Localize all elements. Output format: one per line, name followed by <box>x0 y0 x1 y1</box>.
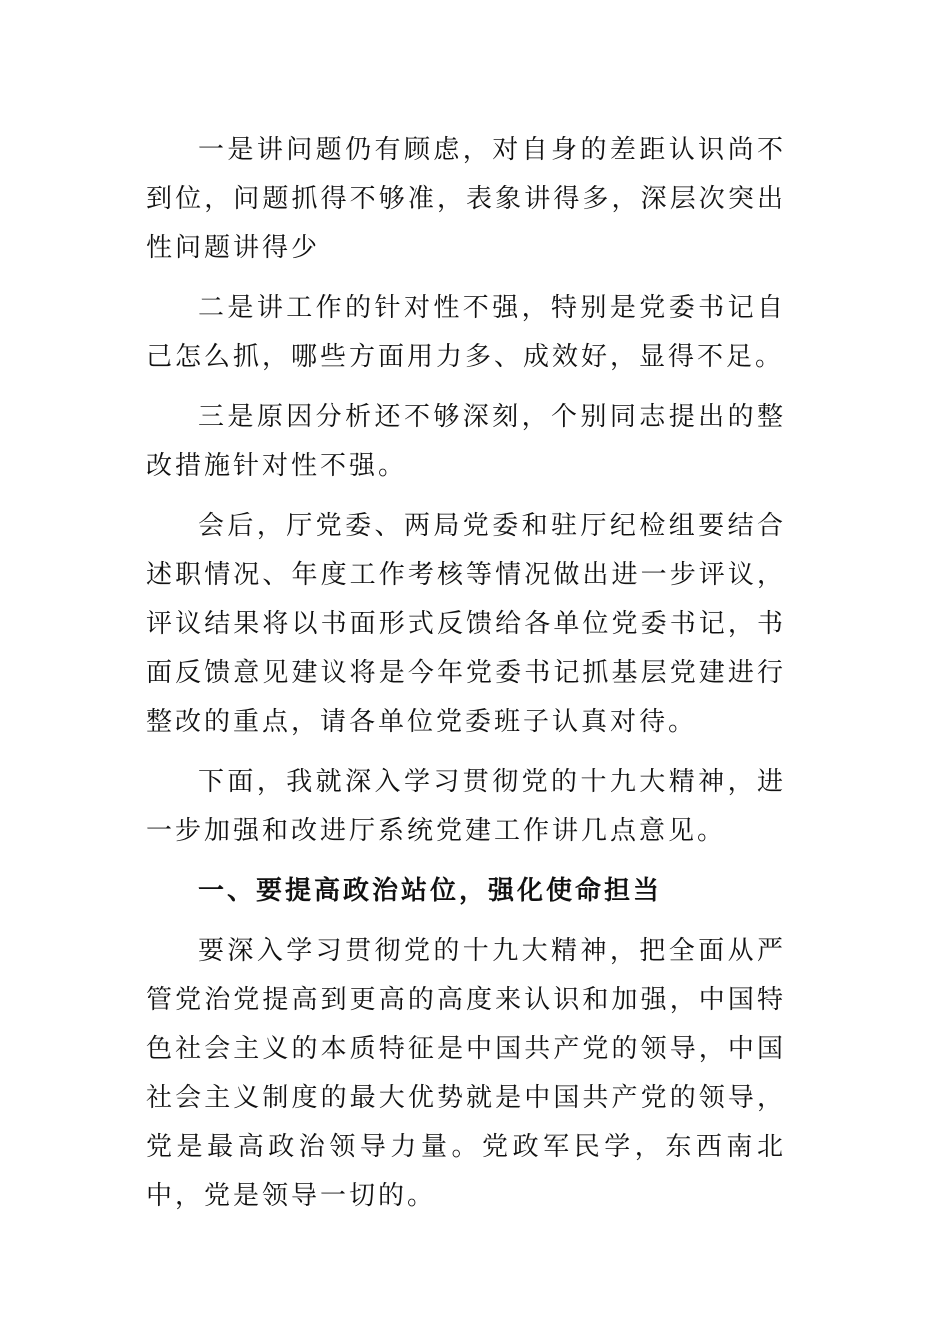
paragraph-problems-3: 三是原因分析还不够深刻，个别同志提出的整改措施针对性不强。 <box>146 402 786 481</box>
paragraph-problems-1: 一是讲问题仍有顾虑，对自身的差距认识尚不到位，问题抓得不够准，表象讲得多，深层次突出性问题讲得少 <box>146 135 786 263</box>
paragraph-after-meeting: 会后，厅党委、两局党委和驻厅纪检组要结合述职情况、年度工作考核等情况做出进一步评议，评议结果将以书面形式反馈给各单位党委书记，书面反馈意见建议将是今年党委书记抓基层党建进行整改的重点，请各单位党委班子认真对待。 <box>146 511 786 737</box>
paragraph-section-body: 要深入学习贯彻党的十九大精神，把全面从严管党治党提高到更高的高度来认识和加强，中国特色社会主义的本质特征是中国共产党的领导，中国社会主义制度的最大优势就是中国共产党的领导，党是最高政治领导力量。党政军民学，东西南北中，党是领导一切的。 <box>146 936 786 1211</box>
section-heading: 一、要提高政治站位，强化使命担当 <box>198 876 663 906</box>
paragraph-problems-2: 二是讲工作的针对性不强，特别是党委书记自己怎么抓，哪些方面用力多、成效好，显得不足。 <box>146 293 786 372</box>
paragraph-transition: 下面，我就深入学习贯彻党的十九大精神，进一步加强和改进厅系统党建工作讲几点意见。 <box>146 767 786 846</box>
document-page <box>146 126 786 1232</box>
